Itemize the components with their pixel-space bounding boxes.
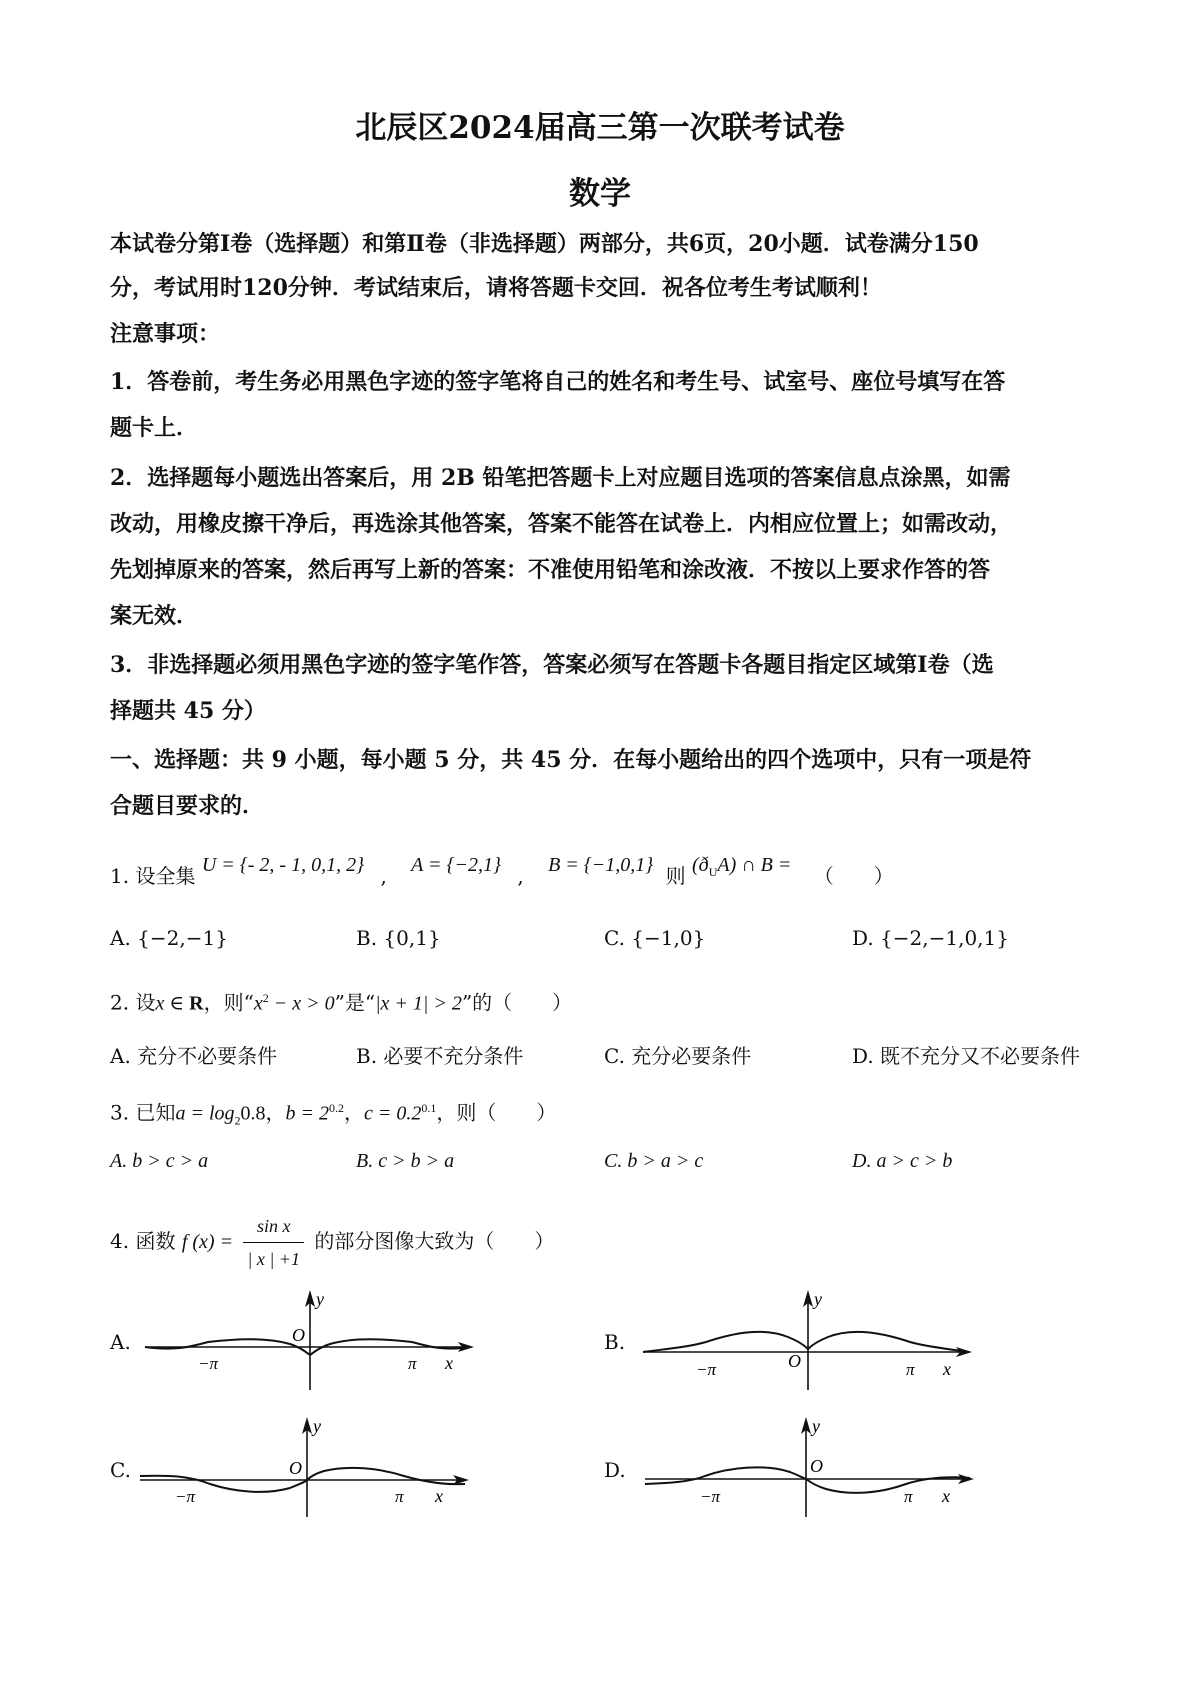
graph-b-y-label: y <box>814 1289 822 1309</box>
q1-set-b: B = {−1,0,1} <box>548 854 654 876</box>
graph-d-pi-label: π <box>904 1487 913 1506</box>
q1-option-b: B. {0,1} <box>356 926 441 950</box>
intro-line-2: 分，考试用时120分钟．考试结束后，请将答题卡交回．祝各位考生考试顺利！ <box>110 275 882 301</box>
q2-reals: R <box>189 992 204 1015</box>
q2-cond2: |x + 1| > 2 <box>375 992 462 1015</box>
graph-b-pi-label: π <box>906 1360 915 1379</box>
graph-c <box>135 1412 475 1522</box>
question-4 <box>110 1212 554 1273</box>
graph-d-neg-pi-label: −π <box>700 1487 720 1506</box>
note-2-line-1: 2．选择题每小题选出答案后，用 2B 铅笔把答题卡上对应题目选项的答案信息点涂黑，如需 <box>110 465 1011 491</box>
note-2-line-2: 改动，用橡皮擦干净后，再选涂其他答案，答案不能答在试卷上．内相应位置上；如需改动， <box>110 511 1013 537</box>
q2-in: ∈ <box>164 992 190 1015</box>
graph-b <box>638 1285 978 1395</box>
q2-text-4: ”的（ ） <box>461 990 573 1015</box>
graph-d-x-label: x <box>942 1486 950 1506</box>
q1-then: 则 <box>665 864 686 888</box>
graph-c-x-label: x <box>435 1486 443 1506</box>
q3-number: 3. <box>110 1100 130 1125</box>
q4-numerator: sin x <box>243 1212 304 1243</box>
q1-option-c: C. {−1,0} <box>604 926 706 950</box>
note-2-line-4: 案无效． <box>110 603 199 629</box>
section-1-line-1: 一、选择题：共 9 小题，每小题 5 分，共 45 分．在每小题给出的四个选项中，只有一项是符 <box>110 747 1032 773</box>
question-3 <box>110 1094 556 1135</box>
graph-a-y-label: y <box>316 1289 324 1309</box>
graph-label-d: D. <box>604 1458 626 1482</box>
q3-text-1: 已知 <box>135 1100 176 1125</box>
note-1-line-1: 1．答卷前，考生务必用黑色字迹的签字笔将自己的姓名和考生号、试室号、座位号填写在答 <box>110 369 1006 395</box>
q2-option-d: D. 既不充分又不必要条件 <box>852 1044 1081 1068</box>
q1-answer-paren: （ ） <box>813 864 894 888</box>
note-3-line-1: 3．非选择题必须用黑色字迹的签字笔作答，答案必须写在答题卡各题目指定区域第Ⅰ卷（选 <box>110 652 994 678</box>
graph-label-c: C. <box>110 1458 131 1482</box>
q1-set-u: U = {- 2, - 1, 0,1, 2} <box>201 854 365 876</box>
q4-function: f (x) = <box>181 1231 234 1253</box>
q4-fraction <box>243 1212 304 1273</box>
graph-a-pi-label: π <box>408 1354 417 1373</box>
q3-b-sup: 0.2 <box>329 1101 345 1115</box>
q2-var-x: x <box>155 992 165 1015</box>
q1-option-a: A. {−2,−1} <box>110 926 228 950</box>
q4-text-1: 函数 <box>135 1229 176 1253</box>
graph-label-a: A. <box>110 1330 131 1354</box>
subject-title: 数学 <box>569 176 631 212</box>
q1-complement: (ð <box>692 854 709 876</box>
graph-b-curve <box>643 1332 968 1352</box>
q3-sep-2: ， <box>344 1100 365 1125</box>
q4-text-2: 的部分图像大致为（ ） <box>314 1229 555 1253</box>
graph-c-y-label: y <box>313 1416 321 1436</box>
q1-number: 1. <box>110 864 130 888</box>
graph-label-b: B. <box>604 1330 626 1354</box>
q2-cond1-x: x <box>253 992 263 1015</box>
q1-complement-sub: U <box>708 865 718 879</box>
exam-title: 北辰区2024届高三第一次联考试卷 <box>355 110 845 146</box>
graph-b-neg-pi-label: −π <box>696 1360 716 1379</box>
q3-option-c: C. b > a > c <box>604 1150 704 1172</box>
q1-option-d: D. {−2,−1,0,1} <box>852 926 1009 950</box>
q3-a-val: 0.8 <box>240 1102 266 1125</box>
q2-option-a: A. 充分不必要条件 <box>110 1044 278 1068</box>
q2-number: 2. <box>110 990 130 1015</box>
q3-b: b = 2 <box>285 1102 330 1125</box>
q3-option-a: A. b > c > a <box>110 1150 209 1172</box>
q3-a-sub: 2 <box>234 1113 241 1128</box>
graph-b-origin-label: O <box>788 1351 801 1371</box>
graph-d-y-label: y <box>812 1416 820 1436</box>
notes-heading: 注意事项： <box>110 321 221 347</box>
q2-cond1-rest: − x > 0 <box>268 992 335 1015</box>
note-3-line-2: 择题共 45 分） <box>110 698 266 724</box>
q2-option-c: C. 充分必要条件 <box>604 1044 752 1068</box>
graph-b-x-label: x <box>943 1359 951 1379</box>
q2-text-3: ”是“ <box>334 990 376 1015</box>
graph-d <box>640 1412 980 1522</box>
q1-prefix: 设全集 <box>135 864 196 888</box>
graph-a-x-label: x <box>445 1353 453 1373</box>
graph-d-curve <box>645 1467 970 1493</box>
q4-denominator: | x | +1 <box>247 1249 300 1269</box>
graph-c-neg-pi-label: −π <box>175 1487 195 1506</box>
graph-a-origin-label: O <box>292 1325 305 1345</box>
q2-text-2: ，则“ <box>203 990 254 1015</box>
q3-a: a = log <box>175 1102 235 1125</box>
graph-c-pi-label: π <box>395 1487 404 1506</box>
graph-a-neg-pi-label: −π <box>198 1354 218 1373</box>
q3-sep-1: ， <box>265 1100 286 1125</box>
q2-text-1: 设 <box>135 990 156 1015</box>
question-1: 1. 设全集 U = {- 2, - 1, 0,1, 2} , A = {−2,1} , B = {−1,0,1} 则 $(ð_UA)$ ∩ B = （ ） <box>110 854 894 888</box>
q3-option-d: D. a > c > b <box>852 1150 953 1172</box>
note-2-line-3: 先划掉原来的答案，然后再写上新的答案：不准使用铅笔和涂改液．不按以上要求作答的答 <box>110 557 991 583</box>
q3-end: ，则（ ） <box>436 1100 557 1125</box>
question-2 <box>110 984 572 1018</box>
q1-set-a: A = {−2,1} <box>411 854 501 876</box>
section-1-line-2: 合题目要求的． <box>110 793 265 819</box>
note-1-line-2: 题卡上． <box>110 415 199 441</box>
q4-number: 4. <box>110 1229 130 1253</box>
q2-cond1-sup: 2 <box>262 991 269 1005</box>
graph-a <box>140 1285 480 1395</box>
q3-option-b: B. c > b > a <box>356 1150 455 1172</box>
graph-c-origin-label: O <box>289 1458 302 1478</box>
q3-c: c = 0.2 <box>364 1102 422 1125</box>
q1-expr: A) ∩ B = <box>717 854 792 876</box>
graph-d-origin-label: O <box>810 1456 823 1476</box>
q3-c-sup: 0.1 <box>421 1101 437 1115</box>
q2-option-b: B. 必要不充分条件 <box>356 1044 524 1068</box>
intro-line-1: 本试卷分第Ⅰ卷（选择题）和第Ⅱ卷（非选择题）两部分，共6页，20小题．试卷满分150 <box>110 231 979 257</box>
